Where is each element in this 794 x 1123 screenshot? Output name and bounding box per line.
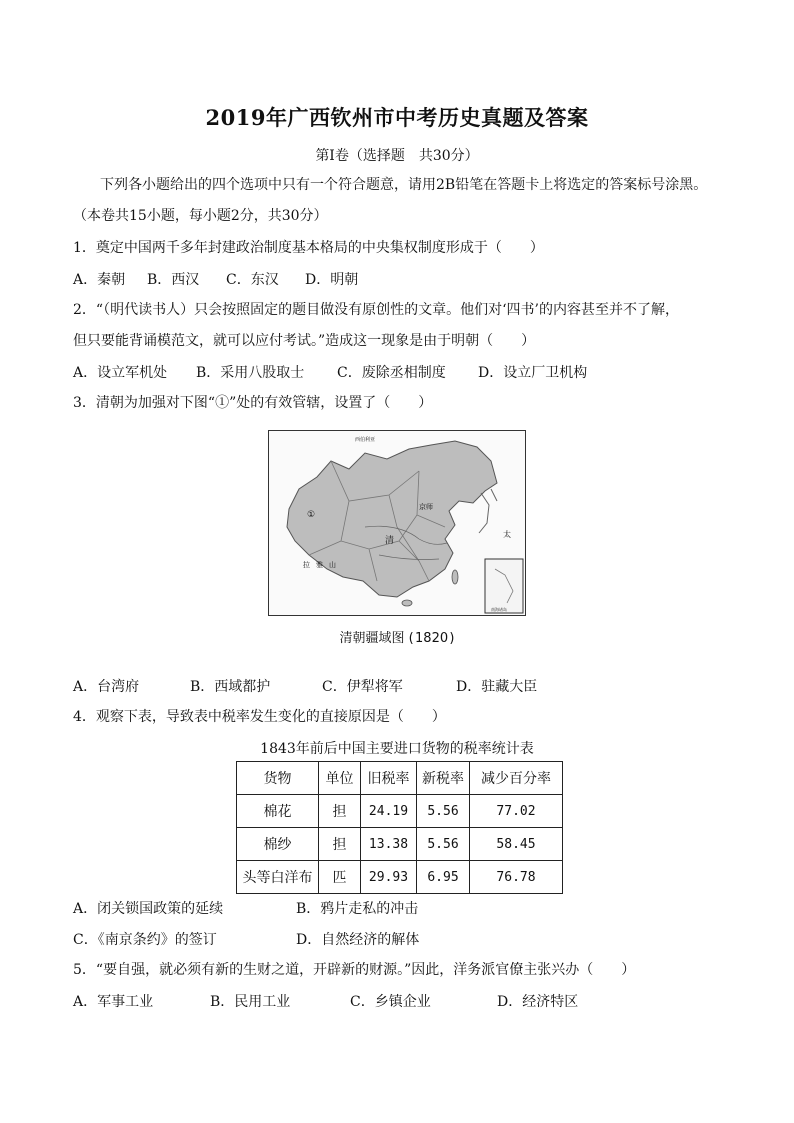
table-cell: 24.19 (361, 795, 417, 828)
map-caption (0, 627, 794, 646)
table-row (237, 795, 563, 828)
question-5-option-a: A．军事工业 (73, 994, 154, 1010)
table-cell: 13.38 (361, 828, 417, 861)
table-header-cell: 货物 (237, 762, 319, 795)
table-cell: 担 (319, 795, 361, 828)
taiwan-island (452, 570, 458, 584)
question-2-option-c: C．废除丞相制度 (337, 365, 446, 381)
question-4-option-c: C．《南京条约》的签订 (73, 932, 217, 948)
table-cell: 5.56 (417, 828, 470, 861)
question-2-stem-line-1: 2．“（明代读书人）只会按照固定的题目做没有原创性的文章。他们对‘四书’的内容甚至并不了解， (73, 302, 679, 318)
table-header-row (237, 762, 563, 795)
table-cell: 担 (319, 828, 361, 861)
question-1-stem: 1．奠定中国两千多年封建政治制度基本格局的中央集权制度形成于（ ） (73, 240, 544, 256)
map-graphic (269, 431, 525, 615)
south-china-sea-inset (485, 559, 523, 613)
question-2-option-b: B．采用八股取士 (196, 365, 305, 381)
instructions-line-2: （本卷共15小题，每小题2分，共30分） (73, 208, 328, 224)
question-5-option-d: D．经济特区 (497, 994, 579, 1010)
question-3-option-c: C．伊犁将军 (322, 679, 403, 695)
instructions-line-1: 下列各小题给出的四个选项中只有一个符合题意，请用2B铅笔在答题卡上将选定的答案标号涂黑。 (100, 177, 708, 193)
table-cell: 58.45 (470, 828, 563, 861)
question-3-option-a: A．台湾府 (73, 679, 140, 695)
table-cell: 29.93 (361, 861, 417, 894)
label-capital: 京师 (419, 503, 433, 511)
qing-territory-shape (287, 441, 497, 597)
tax-rate-table (236, 761, 563, 894)
label-siberia: 西伯利亚 (355, 437, 376, 443)
label-himalaya: 拉雅山 (303, 561, 342, 569)
map-caption-year: ( 1820 ) (408, 631, 455, 646)
document-title: 2019年广西钦州市中考历史真题及答案 (205, 105, 589, 130)
question-5-stem: 5．“要自强，就必须有新的生财之道，开辟新的财源。”因此，洋务派官僚主张兴办（ ） (73, 962, 636, 978)
question-1-option-d: D．明朝 (305, 272, 359, 288)
table-cell: 76.78 (470, 861, 563, 894)
table-row (237, 828, 563, 861)
table-header-cell: 新税率 (417, 762, 470, 795)
table-cell: 棉花 (237, 795, 319, 828)
question-4-option-a: A．闭关锁国政策的延续 (73, 901, 224, 917)
table-cell: 6.95 (417, 861, 470, 894)
table-title: 1843年前后中国主要进口货物的税率统计表 (260, 741, 534, 757)
question-5-option-c: C．乡镇企业 (350, 994, 431, 1010)
question-1-option-c: C．东汉 (226, 272, 279, 288)
question-3-stem: 3．清朝为加强对下图“①”处的有效管辖，设置了（ ） (73, 395, 433, 411)
table-header-cell: 单位 (319, 762, 361, 795)
question-4-option-d: D．自然经济的解体 (296, 932, 420, 948)
question-2-option-d: D．设立厂卫机构 (478, 365, 588, 381)
question-3-option-d: D．驻藏大臣 (456, 679, 538, 695)
question-4-option-b: B．鸦片走私的冲击 (296, 901, 419, 917)
label-marker-1: ① (307, 510, 316, 520)
table-cell: 5.56 (417, 795, 470, 828)
question-2-option-a: A．设立军机处 (73, 365, 168, 381)
label-pacific: 太 (503, 530, 511, 539)
label-qing: 清 (385, 536, 395, 546)
table-cell: 匹 (319, 861, 361, 894)
japan-islands (479, 489, 497, 533)
question-5-option-b: B．民用工业 (210, 994, 291, 1010)
qing-territory-map (268, 430, 526, 616)
table-header-cell: 减少百分率 (470, 762, 563, 795)
table-cell: 头等白洋布 (237, 861, 319, 894)
table-row (237, 861, 563, 894)
table-cell: 77.02 (470, 795, 563, 828)
question-1-option-b: B．西汉 (147, 272, 200, 288)
table-cell: 棉纱 (237, 828, 319, 861)
section-title: 第Ⅰ卷（选择题 共30分） (315, 148, 479, 164)
map-caption-text: 清朝疆域图 (339, 631, 405, 646)
hainan-island (402, 600, 412, 606)
question-2-stem-line-2: 但只要能背诵模范文，就可以应付考试。”造成这一现象是由于明朝（ ） (73, 333, 536, 349)
question-3-option-b: B．西域都护 (190, 679, 271, 695)
label-inset: 南海诸岛 (491, 607, 507, 612)
question-1-option-a: A．秦朝 (73, 272, 126, 288)
table-header-cell: 旧税率 (361, 762, 417, 795)
question-4-stem: 4．观察下表，导致表中税率发生变化的直接原因是（ ） (73, 709, 446, 725)
